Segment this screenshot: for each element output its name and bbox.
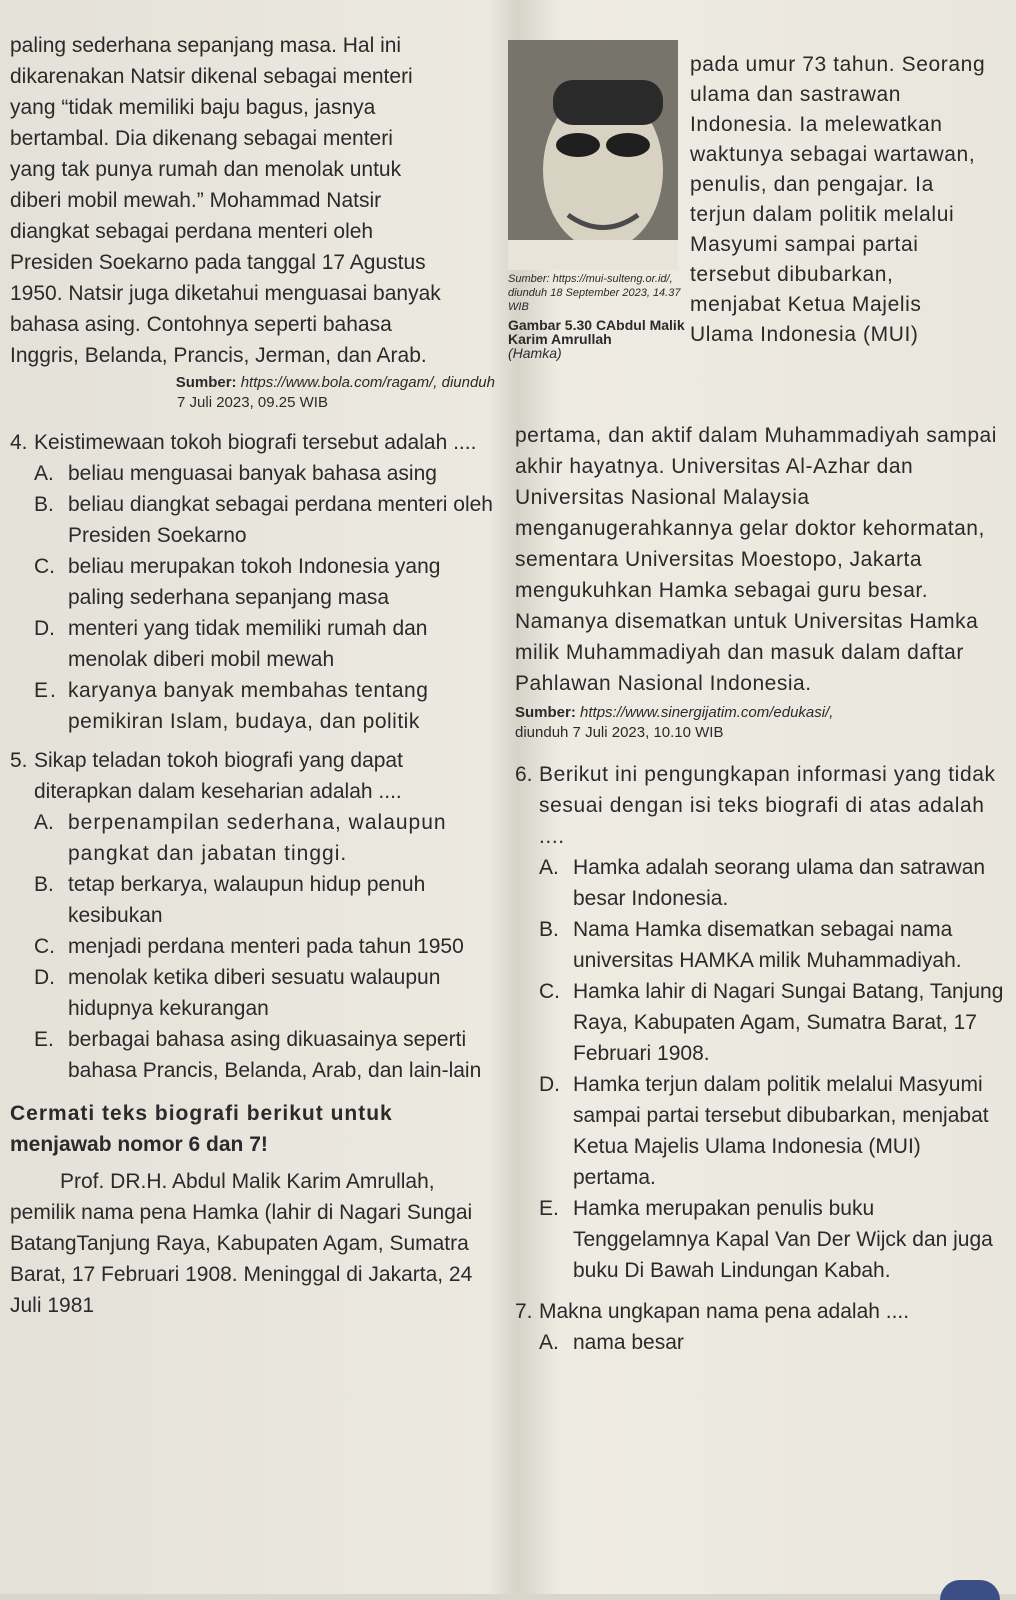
question-number: 6. (515, 763, 533, 786)
q5-option-b[interactable] (34, 869, 495, 931)
hamka-bio-paragraph: pada umur 73 tahun. Seorang ulama dan sastrawan Indonesia. Ia melewatkan waktunya sebagai wartawan, penulis, dan pengajar. Ia terjun dalam politik melalui Masyumi sampai partai tersebut dibubarkan, menjabat Ketua Majelis Ulama Indonesia (MUI) (690, 53, 986, 346)
photo-caption-sub: (Hamka) (508, 345, 562, 361)
question-number: 7. (515, 1300, 533, 1323)
right-column (515, 420, 1005, 1358)
option-text: beliau diangkat sebagai perdana menteri oleh Presiden Soekarno (68, 493, 493, 547)
hamka-source-date: diunduh 7 Juli 2023, 10.10 WIB (515, 724, 724, 741)
option-text: Hamka merupakan penulis buku Tenggelamnya Kapal Van Der Wijck dan juga buku Di Bawah Lindungan Kabah. (573, 1197, 993, 1282)
option-text: menolak ketika diberi sesuatu walaupun hidupnya kekurangan (68, 966, 441, 1020)
question-text: Keistimewaan tokoh biografi tersebut adalah .... (34, 431, 477, 454)
option-text: berpenampilan sederhana, walaupun pangkat dan jabatan tinggi. (68, 811, 447, 865)
option-text: beliau menguasai banyak bahasa asing (68, 462, 437, 485)
q6-option-d[interactable] (539, 1069, 1005, 1193)
bio-line: paling sederhana sepanjang masa. Hal ini (10, 34, 402, 57)
q5-option-a[interactable] (34, 807, 495, 869)
hamka-portrait-illustration (508, 40, 678, 270)
option-letter: D. (34, 617, 55, 640)
photo-caption (508, 272, 693, 360)
option-letter: C. (539, 980, 560, 1003)
instruction-line1: Cermati teks biografi berikut untuk (10, 1102, 393, 1125)
bio-line: Inggris, Belanda, Prancis, Jerman, dan Arab. (10, 344, 427, 367)
q4-option-a[interactable] (34, 458, 495, 489)
natsir-bio-paragraph (10, 30, 495, 371)
option-letter: D. (539, 1073, 560, 1096)
option-text: Hamka adalah seorang ulama dan satrawan besar Indonesia. (573, 856, 986, 910)
question-number: 5. (10, 749, 28, 772)
option-letter: B. (34, 873, 54, 896)
bio-line: yang tak punya rumah dan menolak untuk (10, 158, 402, 181)
option-text: Hamka terjun dalam politik melalui Masyumi sampai partai tersebut dibubarkan, menjabat Ketua Majelis Ulama Indonesia (MUI) pertama. (573, 1073, 989, 1189)
option-letter: C. (34, 555, 55, 578)
option-letter: C. (34, 935, 55, 958)
natsir-source-date: 7 Juli 2023, 09.25 WIB (177, 394, 328, 411)
q6-option-b[interactable] (539, 914, 1005, 976)
bio-line: diangkat sebagai perdana menteri oleh (10, 220, 374, 243)
question-number: 4. (10, 431, 28, 454)
decorative-shape (940, 1580, 1000, 1600)
option-text: menjadi perdana menteri pada tahun 1950 (68, 935, 464, 958)
bio-line: dikarenakan Natsir dikenal sebagai menteri (10, 65, 413, 88)
natsir-source: Sumber: https://www.bola.com/ragam/, diunduh (175, 374, 495, 391)
option-text: nama besar (573, 1331, 684, 1354)
instruction-line2: menjawab nomor 6 dan 7! (10, 1133, 268, 1156)
option-letter: E. (34, 679, 58, 702)
hamka-source: Sumber: https://www.sinergijatim.com/edukasi/, (515, 704, 834, 721)
option-text: Hamka lahir di Nagari Sungai Batang, Tanjung Raya, Kabupaten Agam, Sumatra Barat, 17 Februari 1908. (573, 980, 1004, 1065)
question-4 (10, 427, 495, 458)
question-text: Berikut ini pengungkapan informasi yang tidak sesuai dengan isi teks biografi di atas adalah .... (539, 763, 996, 848)
bio-line: bertambal. Dia dikenang sebagai menteri (10, 127, 393, 150)
photo-caption-title: Gambar 5.30 CAbdul Malik Karim Amrullah (508, 317, 685, 347)
question-text: Makna ungkapan nama pena adalah .... (539, 1300, 910, 1323)
option-text: beliau merupakan tokoh Indonesia yang paling sederhana sepanjang masa (68, 555, 441, 609)
hamka-bio-start: Prof. DR.H. Abdul Malik Karim Amrullah, pemilik nama pena Hamka (lahir di Nagari Sungai BatangTanjung Raya, Kabupaten Agam, Sumatra Barat, 17 Februari 1908. Meninggal di Jakarta, 24 Juli 1981 (10, 1170, 473, 1317)
option-letter: E. (539, 1197, 559, 1220)
option-letter: A. (34, 811, 54, 834)
option-text: berbagai bahasa asing dikuasainya seperti bahasa Prancis, Belanda, Arab, dan lain-lain (68, 1028, 482, 1082)
option-text: Nama Hamka disematkan sebagai nama universitas HAMKA milik Muhammadiyah. (573, 918, 962, 972)
hamka-bio-continued: pertama, dan aktif dalam Muhammadiyah sampai akhir hayatnya. Universitas Al-Azhar dan Universitas Nasional Malaysia menganugerahkannya gelar doktor kehormatan, sementara Universitas Moestopo, Jakarta mengukuhkan Hamka sebagai guru besar. Namanya disematkan untuk Universitas Hamka milik Muhammadiyah dan masuk dalam daftar Pahlawan Nasional Indonesia. (515, 424, 997, 695)
bio-line: Presiden Soekarno pada tanggal 17 Agustus (10, 251, 426, 274)
q7-option-a[interactable] (539, 1327, 1005, 1358)
question-7 (515, 1296, 1005, 1327)
question-5 (10, 745, 495, 807)
bio-line: bahasa asing. Contohnya seperti bahasa (10, 313, 392, 336)
bio-line: 1950. Natsir juga diketahui menguasai banyak (10, 282, 441, 305)
option-letter: B. (539, 918, 559, 941)
option-text: tetap berkarya, walaupun hidup penuh kesibukan (68, 873, 426, 927)
option-letter: A. (34, 462, 54, 485)
q5-option-e[interactable] (34, 1024, 495, 1086)
q4-option-d[interactable] (34, 613, 495, 675)
q6-option-e[interactable] (539, 1193, 1005, 1286)
hamka-bio-right-top (690, 50, 990, 350)
q5-option-c[interactable] (34, 931, 495, 962)
q4-option-b[interactable] (34, 489, 495, 551)
left-column (10, 30, 495, 1321)
bio-line: diberi mobil mewah.” Mohammad Natsir (10, 189, 382, 212)
option-text: karyanya banyak membahas tentang pemikiran Islam, budaya, dan politik (68, 679, 429, 733)
option-letter: A. (539, 856, 559, 879)
photo-source: Sumber: https://mui-sulteng.or.id/, diunduh 18 September 2023, 14.37 WIB (508, 273, 681, 313)
q4-option-e[interactable] (34, 675, 495, 737)
hamka-photo (508, 40, 678, 270)
bio-line: yang “tidak memiliki baju bagus, jasnya (10, 96, 376, 119)
q6-option-a[interactable] (539, 852, 1005, 914)
option-text: menteri yang tidak memiliki rumah dan menolak diberi mobil mewah (68, 617, 428, 671)
question-text: Sikap teladan tokoh biografi yang dapat diterapkan dalam keseharian adalah .... (34, 749, 403, 803)
question-6 (515, 759, 1005, 852)
option-letter: A. (539, 1331, 559, 1354)
option-letter: D. (34, 966, 55, 989)
q4-option-c[interactable] (34, 551, 495, 613)
option-letter: E. (34, 1028, 54, 1051)
q5-option-d[interactable] (34, 962, 495, 1024)
q6-option-c[interactable] (539, 976, 1005, 1069)
option-letter: B. (34, 493, 54, 516)
